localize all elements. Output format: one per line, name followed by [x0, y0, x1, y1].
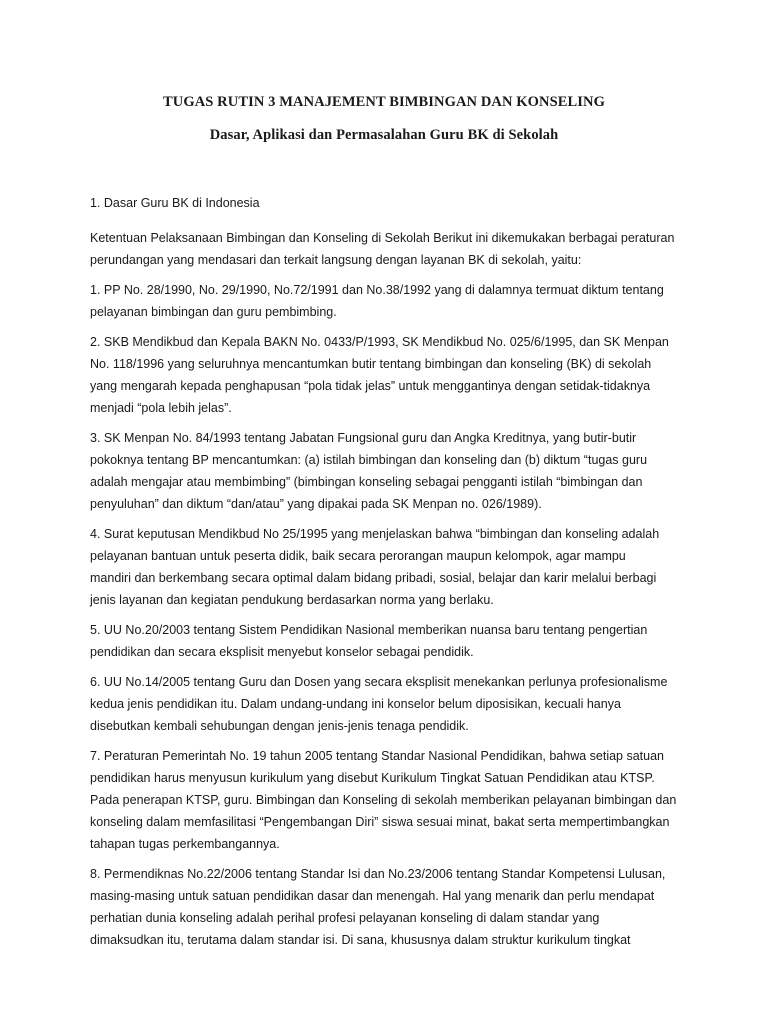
item-line: perhatian dunia konseling adalah perihal profesi pelayanan konseling di dalam standar yang: [90, 911, 600, 925]
item-line: jenis layanan dan kegiatan pendukung berdasarkan norma yang berlaku.: [90, 593, 494, 607]
item-line: pendidikan dan secara eksplisit menyebut konselor sebagai pendidik.: [90, 645, 474, 659]
item-line: 8. Permendiknas No.22/2006 tentang Standar Isi dan No.23/2006 tentang Standar Kompetensi Lulusan,: [90, 867, 666, 881]
item-line: 1. PP No. 28/1990, No. 29/1990, No.72/1991 dan No.38/1992 yang di dalamnya termuat diktum tentang: [90, 283, 664, 297]
intro-line: Ketentuan Pelaksanaan Bimbingan dan Konseling di Sekolah Berikut ini dikemukakan berbagai peraturan: [90, 231, 675, 245]
item-line: No. 118/1996 yang seluruhnya mencantumkan butir tentang bimbingan dan konseling (BK) di sekolah: [90, 357, 652, 371]
item-line: 2. SKB Mendikbud dan Kepala BAKN No. 0433/P/1993, SK Mendikbud No. 025/6/1995, dan SK Menpan: [90, 335, 669, 349]
item-line: konseling dalam memfasilitasi “Pengembangan Diri” siswa sesuai minat, bakat serta mempertimbangkan: [90, 815, 670, 829]
item-line: pokoknya tentang BP mencantumkan: (a) istilah bimbingan dan konseling dan (b) diktum “tugas guru: [90, 453, 648, 467]
item-line: 5. UU No.20/2003 tentang Sistem Pendidikan Nasional memberikan nuansa baru tentang pengertian: [90, 623, 648, 637]
list-item-5: [90, 619, 690, 663]
item-line: 4. Surat keputusan Mendikbud No 25/1995 yang menjelaskan bahwa “bimbingan dan konseling adalah: [90, 527, 660, 541]
intro-line: perundangan yang mendasari dan terkait langsung dengan layanan BK di sekolah, yaitu:: [90, 253, 582, 267]
item-line: 6. UU No.14/2005 tentang Guru dan Dosen yang secara eksplisit menekankan perlunya profesionalisme: [90, 675, 668, 689]
intro-paragraph: [90, 227, 690, 271]
item-line: mandiri dan berkembang secara optimal dalam bidang pribadi, sosial, belajar dan karir melalui berbagi: [90, 571, 657, 585]
item-line: penyuluhan” dan diktum “dan/atau” yang dipakai pada SK Menpan no. 026/1989).: [90, 497, 542, 511]
list-item-3: [90, 427, 690, 515]
list-item-8: [90, 863, 690, 951]
item-line: pelayanan bantuan untuk peserta didik, baik secara perorangan maupun kelompok, agar mampu: [90, 549, 626, 563]
list-item-4: [90, 523, 690, 611]
list-item-1: [90, 279, 690, 323]
item-line: menjadi “pola lebih jelas”.: [90, 401, 232, 415]
section-heading: 1. Dasar Guru BK di Indonesia: [90, 196, 260, 210]
document-title: TUGAS RUTIN 3 MANAJEMENT BIMBINGAN DAN KONSELING: [163, 94, 605, 110]
item-line: 3. SK Menpan No. 84/1993 tentang Jabatan Fungsional guru dan Angka Kreditnya, yang butir-butir: [90, 431, 637, 445]
item-line: tahapan tugas perkembangannya.: [90, 837, 280, 851]
document-subtitle: Dasar, Aplikasi dan Permasalahan Guru BK di Sekolah: [209, 127, 559, 143]
list-item-7: [90, 745, 690, 855]
item-line: dimaksudkan itu, terutama dalam standar isi. Di sana, khususnya dalam struktur kurikulum tingkat: [90, 933, 631, 947]
item-line: Pada penerapan KTSP, guru. Bimbingan dan Konseling di sekolah memberikan pelayanan bimbingan dan: [90, 793, 677, 807]
item-line: masing-masing untuk satuan pendidikan dasar dan menengah. Hal yang menarik dan perlu mendapat: [90, 889, 655, 903]
item-line: 7. Peraturan Pemerintah No. 19 tahun 2005 tentang Standar Nasional Pendidikan, bahwa setiap satuan: [90, 749, 665, 763]
item-line: disebutkan kembali sehubungan dengan jenis-jenis tenaga pendidik.: [90, 719, 469, 733]
item-line: pelayanan bimbingan dan guru pembimbing.: [90, 305, 337, 319]
item-line: pendidikan harus menyusun kurikulum yang disebut Kurikulum Tingkat Satuan Pendidikan atau KTSP.: [90, 771, 655, 785]
item-line: adalah mengajar atau membimbing” (bimbingan konseling sebagai pengganti istilah “bimbingan dan: [90, 475, 643, 489]
document-body: [90, 192, 690, 959]
list-item-6: [90, 671, 690, 737]
item-line: kedua jenis pendidikan itu. Dalam undang-undang ini konselor belum diposisikan, kecuali hanya: [90, 697, 621, 711]
item-line: yang mengarah kepada penghapusan “pola tidak jelas” untuk menggantinya dengan setidak-tidaknya: [90, 379, 651, 393]
list-item-2: [90, 331, 690, 419]
